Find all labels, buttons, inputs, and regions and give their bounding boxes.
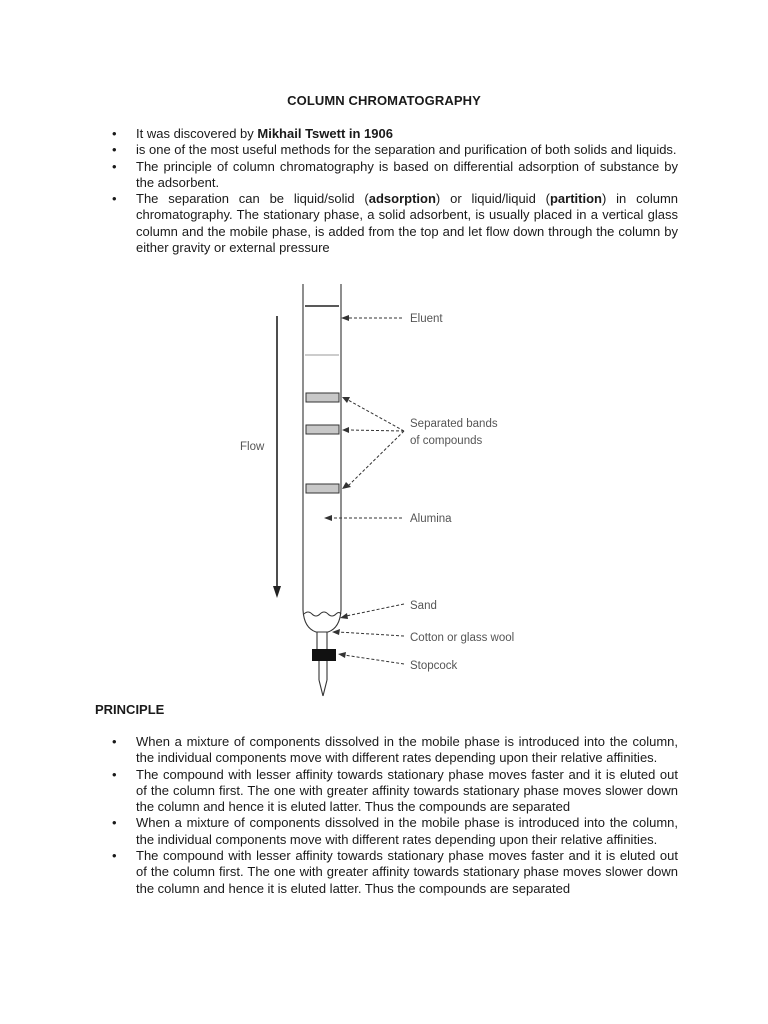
list-item — [0, 126, 678, 142]
list-item-text: When a mixture of components dissolved in the mobile phase is introduced into the column, the individual components move with different rates depending upon their relative affinities. — [136, 734, 678, 766]
list-item-text: It was discovered by — [136, 126, 258, 141]
list-item — [0, 848, 678, 897]
list-item — [0, 159, 678, 192]
list-item — [0, 815, 678, 848]
bullet-icon: • — [112, 815, 117, 831]
alumina-label: Alumina — [410, 513, 452, 525]
adsorption-term: adsorption — [368, 191, 436, 207]
flow-arrow-icon — [273, 316, 281, 598]
compound-band-1 — [306, 393, 339, 402]
list-item — [0, 142, 678, 158]
compound-band-2 — [306, 425, 339, 434]
partition-term: partition — [549, 191, 602, 207]
list-item — [0, 191, 678, 256]
bullet-icon: • — [112, 191, 117, 207]
intro-bullet-list — [0, 126, 678, 256]
list-item — [0, 734, 678, 767]
list-item-text: When a mixture of components dissolved in the mobile phase is introduced into the column, the individual components move with different rates depending upon their relative affinities. — [136, 815, 678, 847]
bullet-icon: • — [112, 848, 117, 864]
eluent-label: Eluent — [410, 313, 443, 325]
flow-label: Flow — [240, 441, 265, 453]
discoverer-name: Mikhail Tswett in 1906 — [257, 126, 393, 141]
list-item-text: The separation can be liquid/solid ( — [136, 191, 369, 207]
list-item-text: ) or liquid/liquid ( — [435, 191, 550, 207]
bullet-icon: • — [112, 158, 117, 174]
list-item-text: The compound with lesser affinity towards stationary phase moves faster and it is eluted out of the column first. The one with greater affinity towards stationary phase moves slower down the column and hence it is eluted latter. Thus the compounds are separated — [136, 766, 678, 815]
bullet-icon: • — [112, 734, 117, 749]
bullet-icon: • — [112, 142, 117, 158]
bands-label-line2: of compounds — [410, 435, 483, 447]
stopcock-label: Stopcock — [410, 660, 458, 672]
document-title: COLUMN CHROMATOGRAPHY — [287, 93, 481, 108]
bullet-icon: • — [112, 766, 117, 782]
principle-heading: PRINCIPLE — [95, 702, 165, 717]
stopcock-icon — [312, 649, 336, 661]
bullet-icon: • — [112, 126, 117, 141]
cotton-label: Cotton or glass wool — [410, 632, 515, 644]
list-item-text: ) in column chromatography. The stationary phase, a solid adsorbent, is usually placed in a vertical glass column and the mobile phase, is added from the top and let flow down through the column by either gravity or external pressure — [136, 191, 679, 256]
list-item-text: The compound with lesser affinity towards stationary phase moves faster and it is eluted out of the column first. The one with greater affinity towards stationary phase moves slower down the column and hence it is eluted latter. Thus the compounds are separated — [136, 848, 678, 896]
sand-label: Sand — [410, 600, 437, 612]
column-chromatography-diagram — [232, 278, 532, 698]
bands-label-line1: Separated bands — [410, 418, 498, 430]
list-item — [0, 767, 678, 816]
list-item-text: The principle of column chromatography is based on differential adsorption of substance by the adsorbent. — [136, 158, 678, 190]
compound-band-3 — [306, 484, 339, 493]
principle-bullet-list — [0, 734, 678, 897]
list-item-text: is one of the most useful methods for the separation and purification of both solids and liquids. — [136, 142, 677, 158]
